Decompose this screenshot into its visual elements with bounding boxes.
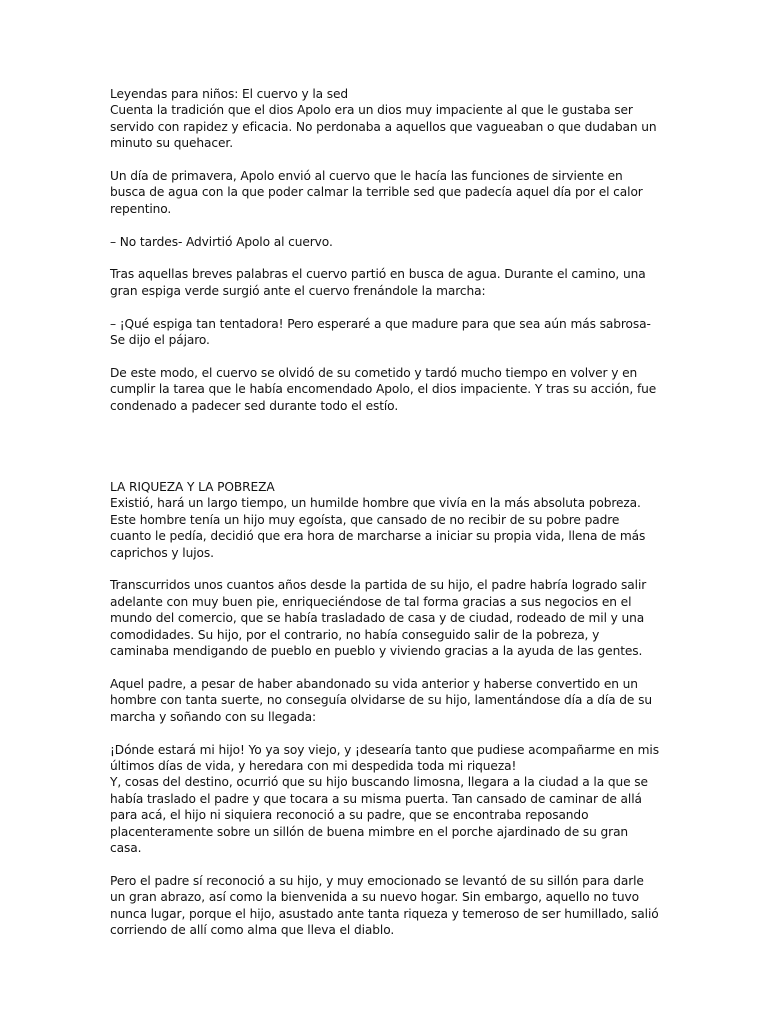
paragraph: Transcurridos unos cuantos años desde la partida de su hijo, el padre habría logrado salir adelante con muy buen pie, enriqueciéndose de tal forma gracias a sus negocios en el mundo del comercio, que se había trasladado de casa y de ciudad, rodeado de mil y una comodidades. Su hijo, por el contrario, no había conseguido salir de la pobreza, y caminaba mendigando de pueblo en pueblo y viviendo gracias a la ayuda de las gentes. xyxy=(110,578,647,659)
paragraph: Aquel padre, a pesar de haber abandonado su vida anterior y haberse convertido en un hombre con tanta suerte, no conseguía olvidarse de su hijo, lamentándose día a día de su marcha y soñando con su llegada: xyxy=(110,676,652,724)
paragraph: ¡Dónde estará mi hijo! Yo ya soy viejo, y ¡desearía tanto que pudiese acompañarme en mis últimos días de vida, y heredara con mi despedida toda mi riqueza! xyxy=(110,742,659,773)
paragraph: Cuenta la tradición que el dios Apolo era un dios muy impaciente al que le gustaba ser servido con rapidez y eficacia. No perdonaba a aquellos que vagueaban o que dudaban un minuto su quehacer. xyxy=(110,103,657,151)
story-title: LA RIQUEZA Y LA POBREZA xyxy=(110,480,275,495)
document-page xyxy=(110,86,660,938)
paragraph: Existió, hará un largo tiempo, un humilde hombre que vivía en la más absoluta pobreza. Este hombre tenía un hijo muy egoísta, que cansado de no recibir de su pobre padre cuanto le pedía, decidió que era hora de marcharse a iniciar su propia vida, llena de más caprichos y lujos. xyxy=(110,496,646,560)
section-spacer xyxy=(110,414,660,479)
paragraph: – No tardes- Advirtió Apolo al cuervo. xyxy=(110,234,333,249)
paragraph: Y, cosas del destino, ocurrió que su hijo buscando limosna, llegara a la ciudad a la que se había traslado el padre y que tocara a su misma puerta. Tan cansado de caminar de allá para acá, el hijo ni siquiera reconoció a su padre, que se encontraba reposando placenteramente sobre un sillón de buena mimbre en el porche ajardinado de su gran casa. xyxy=(110,775,648,855)
paragraph: – ¡Qué espiga tan tentadora! Pero esperaré a que madure para que sea aún más sabrosa- Se dijo el pájaro. xyxy=(110,316,651,348)
paragraph: De este modo, el cuervo se olvidó de su cometido y tardó mucho tiempo en volver y en cumplir la tarea que le había encomendado Apolo, el dios impaciente. Y tras su acción, fue condenado a padecer sed durante todo el estío. xyxy=(110,365,657,413)
story-cuervo xyxy=(110,86,660,414)
story-riqueza xyxy=(110,479,660,938)
paragraph: Un día de primavera, Apolo envió al cuervo que le hacía las funciones de sirviente en busca de agua con la que poder calmar la terrible sed que padecía aquel día por el calor repentino. xyxy=(110,169,643,216)
story-title: Leyendas para niños: El cuervo y la sed xyxy=(110,87,349,101)
paragraph: Pero el padre sí reconoció a su hijo, y muy emocionado se levantó de su sillón para darle un gran abrazo, así como la bienvenida a su nuevo hogar. Sin embargo, aquello no tuvo nunca lugar, porque el hijo, asustado ante tanta riqueza y temeroso de ser humillado, salió corriendo de allí como alma que lleva el diablo. xyxy=(110,873,659,937)
paragraph: Tras aquellas breves palabras el cuervo partió en busca de agua. Durante el camino, una gran espiga verde surgió ante el cuervo frenándole la marcha: xyxy=(110,267,646,298)
